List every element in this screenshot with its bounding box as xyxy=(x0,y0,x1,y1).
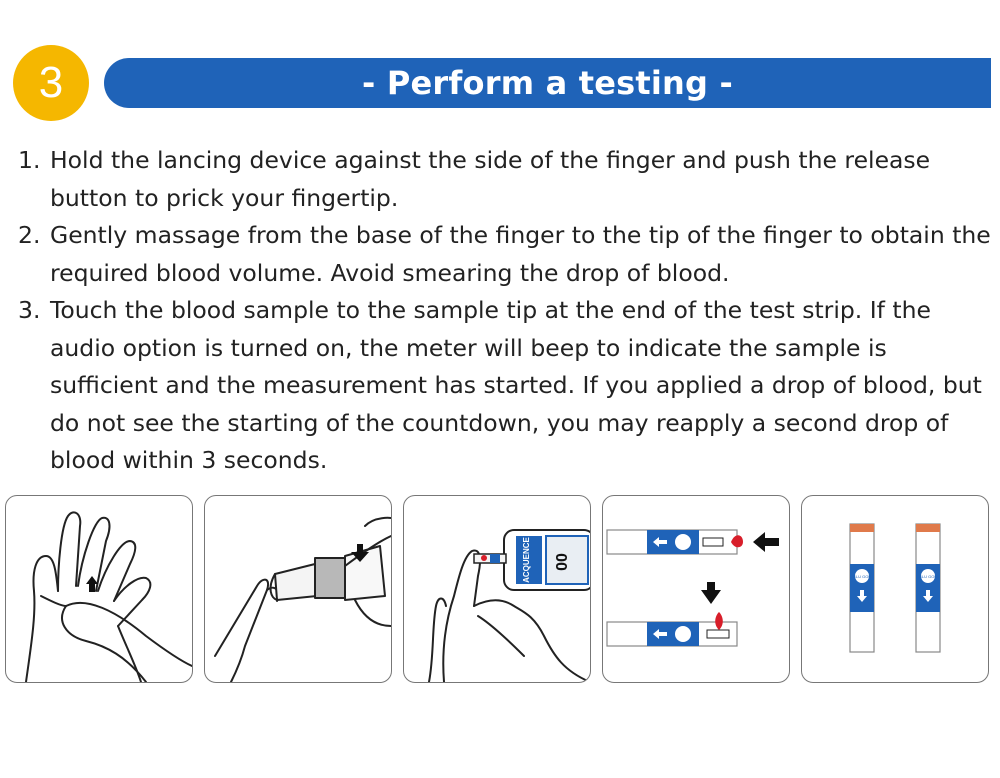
instruction-number: 1. xyxy=(18,146,41,174)
blood-drop-icon xyxy=(481,555,487,561)
meter-finger-illustration xyxy=(404,496,590,682)
lancing-device-illustration xyxy=(205,496,391,682)
strip-blood-drop-panel xyxy=(602,495,790,683)
lancing-device-panel xyxy=(204,495,392,683)
instruction-item xyxy=(18,292,993,480)
left-arrow-icon xyxy=(753,532,779,552)
strip-logo: GLU GOD xyxy=(852,574,872,579)
instruction-text: Gently massage from the base of the finger to the tip of the finger to obtain the required blood volume. Avoid smearing the drop of blood. xyxy=(50,221,991,287)
instruction-item xyxy=(18,217,993,292)
section-title: - Perform a testing - xyxy=(362,64,733,102)
hand-massage-illustration xyxy=(6,496,192,682)
step-number-badge xyxy=(13,45,89,121)
down-arrow-icon xyxy=(701,582,721,604)
hand-massage-panel xyxy=(5,495,193,683)
instruction-text: Touch the blood sample to the sample tip at the end of the test strip. If the audio option is turned on, the meter will beep to indicate the sample is sufficient and the measurement has started. If you applied a drop of blood, but do not see the starting of the countdown, you may reapply a second drop of blood within 3 seconds. xyxy=(50,296,982,474)
strip-logo: GLU GOD xyxy=(918,574,938,579)
section-banner xyxy=(104,58,991,108)
instruction-text: Hold the lancing device against the side of the finger and push the release button to prick your fingertip. xyxy=(50,146,931,212)
instruction-item xyxy=(18,142,993,217)
meter-display-value: 00 xyxy=(554,553,571,571)
used-strips-panel xyxy=(801,495,989,683)
strip-blood-drop-illustration xyxy=(603,496,789,682)
illustration-row xyxy=(5,495,995,685)
instruction-number: 3. xyxy=(18,296,41,324)
instruction-list xyxy=(18,142,993,480)
instruction-number: 2. xyxy=(18,221,41,249)
meter-finger-panel xyxy=(403,495,591,683)
used-strips-illustration xyxy=(802,496,988,682)
step-number: 3 xyxy=(38,58,64,107)
meter-brand-label: ACQUENCE xyxy=(522,537,531,583)
